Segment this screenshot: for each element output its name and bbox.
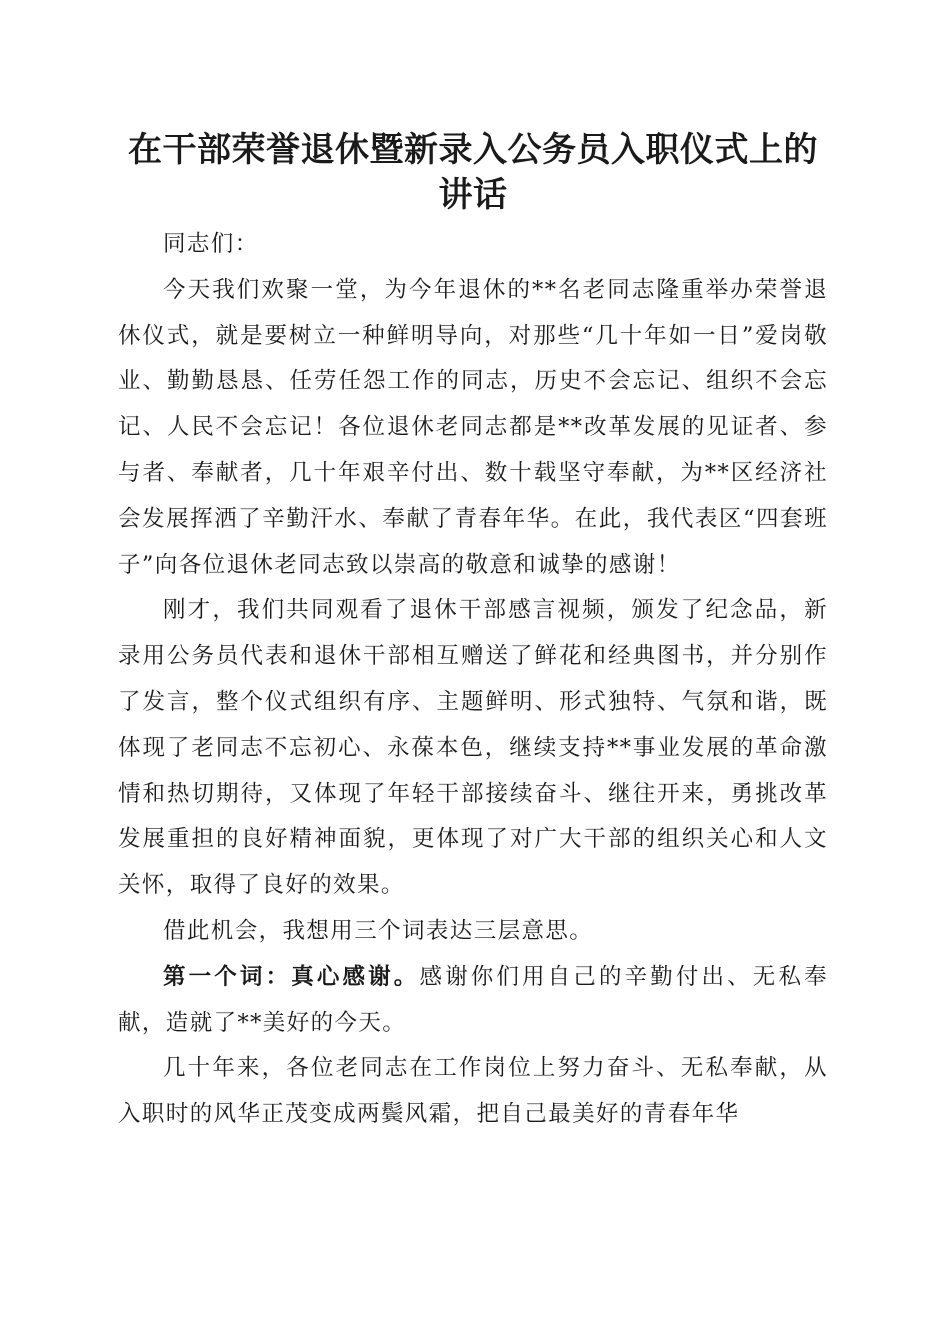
paragraph-point-one — [118, 955, 828, 1047]
document-page — [118, 128, 828, 1138]
document-title: 在干部荣誉退休暨新录入公务员入职仪式上的讲话 — [128, 130, 818, 215]
paragraph-3: 借此机会，我想用三个词表达三层意思。 — [163, 917, 594, 944]
paragraph-2: 刚才，我们共同观看了退休干部感言视频，颁发了纪念品，新录用公务员代表和退休干部相互赠送了鲜花和经典图书，并分别作了发言，整个仪式组织有序、主题鲜明、形式独特、气氛和谐，既体现了老同志不忘初心、永葆本色，继续支持**事业发展的革命激情和热切期待，又体现了年轻干部接续奋斗、继往开来，勇挑改革发展重担的良好精神面貌，更体现了对广大干部的组织关心和人文关怀，取得了良好的效果。 — [118, 597, 828, 899]
greeting: 同志们： — [163, 231, 259, 257]
paragraph-1: 今天我们欢聚一堂，为今年退休的**名老同志隆重举办荣誉退休仪式，就是要树立一种鲜明导向，对那些“几十年如一日”爱岗敬业、勤勤恳恳、任劳任怨工作的同志，历史不会忘记、组织不会忘记、人民不会忘记！各位退休老同志都是**改革发展的见证者、参与者、奉献者，几十年艰辛付出、数十载坚守奉献，为**区经济社会发展挥洒了辛勤汗水、奉献了青春年华。在此，我代表区“四套班子”向各位退休老同志致以崇高的敬意和诚挚的感谢！ — [118, 276, 828, 578]
paragraph-5: 几十年来，各位老同志在工作岗位上努力奋斗、无私奉献，从入职时的风华正茂变成两鬓风霜，把自己最美好的青春年华 — [118, 1055, 828, 1128]
point-one-label: 第一个词：真心感谢。 — [163, 963, 420, 990]
point-one-text: 感谢你们用自己的辛勤付出、无私奉献，造就了**美好的今天。 — [118, 963, 828, 1036]
